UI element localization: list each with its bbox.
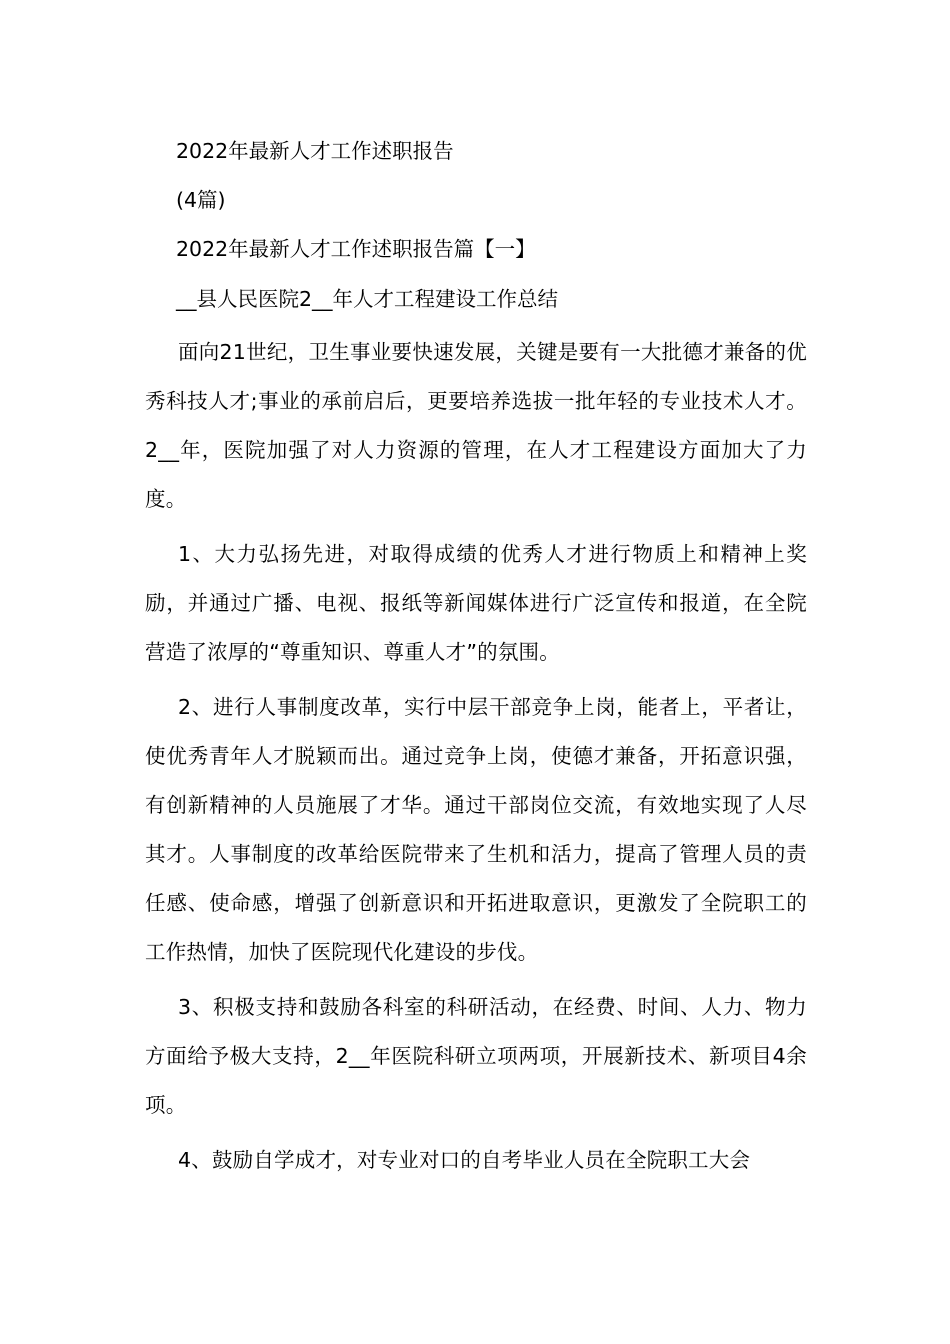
- paragraph-item-4: 4、鼓励自学成才，对专业对口的自考毕业人员在全院职工大会: [178, 1148, 751, 1172]
- body-text: [145, 328, 807, 1191]
- document-title: 2022年最新人才工作述职报告: [176, 139, 454, 163]
- paragraph-item-2: 2、进行人事制度改革，实行中层干部竞争上岗，能者上，平者让，使优秀青年人才脱颖而出。通过竞争上岗，使德才兼备，开拓意识强，有创新精神的人员施展了才华。通过干部岗位交流，有效地实现了人尽其才。人事制度的改革给医院带来了生机和活力，提高了管理人员的责任感、使命感，增强了创新意识和开拓进取意识，更激发了全院职工的工作热情，加快了医院现代化建设的步伐。: [145, 695, 807, 964]
- report-title: __县人民医院2__年人才工程建设工作总结: [176, 287, 559, 311]
- document-count-note: (4篇): [176, 188, 226, 212]
- paragraph-intro: 面向21世纪，卫生事业要快速发展，关键是要有一大批德才兼备的优秀科技人才;事业的承前启后，更要培养选拔一批年轻的专业技术人才。2__年，医院加强了对人力资源的管理，在人才工程建设方面加大了力度。: [145, 340, 807, 511]
- section-title: 2022年最新人才工作述职报告篇【一】: [176, 237, 536, 261]
- paragraph-item-1: 1、大力弘扬先进，对取得成绩的优秀人才进行物质上和精神上奖励，并通过广播、电视、报纸等新闻媒体进行广泛宣传和报道，在全院营造了浓厚的“尊重知识、尊重人才”的氛围。: [145, 542, 807, 664]
- paragraph-item-3: 3、积极支持和鼓励各科室的科研活动，在经费、时间、人力、物力方面给予极大支持，2__年医院科研立项两项，开展新技术、新项目4余项。: [145, 995, 807, 1117]
